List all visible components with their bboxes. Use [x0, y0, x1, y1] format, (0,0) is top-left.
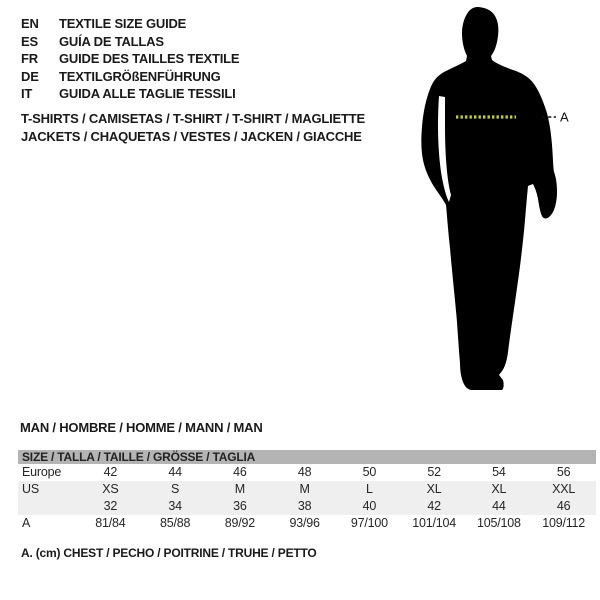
table-row-europe	[18, 464, 596, 481]
size-cell: XS	[102, 482, 119, 496]
size-cell: XXL	[552, 482, 576, 496]
language-title-list	[21, 15, 239, 103]
lang-row-en	[21, 15, 239, 33]
category-jackets: JACKETS / CHAQUETAS / VESTES / JACKEN / GIACCHE	[21, 129, 362, 144]
size-cell: 46	[233, 465, 247, 479]
garment-categories	[21, 110, 365, 146]
size-cell: 42	[427, 499, 441, 513]
lang-code: EN	[21, 16, 39, 31]
size-cell: 38	[297, 499, 312, 513]
size-cell: 52	[427, 465, 441, 479]
size-cell: 109/112	[542, 516, 586, 530]
size-cell: 32	[103, 499, 118, 513]
category-tshirts: T-SHIRTS / CAMISETAS / T-SHIRT / T-SHIRT / MAGLIETTE	[21, 111, 365, 126]
size-cell: 97/100	[350, 516, 388, 530]
size-cell: S	[171, 482, 180, 496]
size-cell: L	[365, 482, 373, 496]
lang-code: FR	[21, 51, 38, 66]
size-cell: 44	[168, 465, 182, 479]
size-cell: M	[299, 482, 310, 496]
size-cell: M	[234, 482, 245, 496]
row-label: US	[22, 482, 39, 496]
lang-title: GUIDE DES TAILLES TEXTILE	[59, 51, 240, 66]
table-row-numeric	[18, 498, 596, 515]
size-table-header: SIZE / TALLA / TAILLE / GRÖSSE / TAGLIA	[18, 450, 596, 464]
size-cell: 85/88	[159, 516, 191, 530]
lang-title: GUÍA DE TALLAS	[59, 33, 164, 49]
man-figure	[400, 0, 600, 400]
size-cell: 40	[362, 499, 377, 513]
lang-row-es	[21, 33, 239, 51]
size-table	[18, 450, 596, 532]
row-label: A	[22, 516, 31, 530]
size-cell: 54	[492, 465, 506, 479]
lang-row-de	[21, 68, 239, 86]
lang-row-it	[21, 85, 239, 103]
size-cell: 93/96	[289, 516, 320, 530]
row-label	[18, 498, 78, 515]
lang-code: DE	[21, 68, 39, 84]
lang-title: TEXTILGRÖßENFÜHRUNG	[59, 68, 221, 84]
measure-label-a: A	[560, 109, 569, 125]
table-row-us	[18, 481, 596, 498]
section-title-man: MAN / HOMBRE / HOMME / MANN / MAN	[20, 420, 263, 435]
lang-row-fr	[21, 50, 239, 68]
size-cell: 101/104	[412, 516, 457, 530]
size-cell: 48	[297, 465, 312, 479]
size-cell: 46	[556, 499, 571, 513]
size-cell: XL	[426, 482, 442, 496]
size-cell: 44	[492, 499, 506, 513]
size-cell: 81/84	[95, 516, 126, 530]
row-label: Europe	[22, 465, 62, 479]
lang-title: TEXTILE SIZE GUIDE	[59, 16, 187, 31]
size-cell: 36	[233, 499, 247, 513]
lang-code: IT	[21, 86, 33, 101]
size-cell: 56	[556, 465, 571, 479]
size-cell: 105/108	[476, 516, 521, 530]
table-row-chest-a	[18, 515, 596, 532]
man-silhouette	[421, 7, 557, 390]
size-cell: 89/92	[224, 516, 256, 530]
size-cell: XL	[491, 482, 507, 496]
size-cell: 34	[168, 499, 182, 513]
size-cell: 50	[362, 465, 377, 479]
lang-code: ES	[21, 33, 38, 49]
lang-title: GUIDA ALLE TAGLIE TESSILI	[59, 86, 236, 101]
measurement-footnote: A. (cm) CHEST / PECHO / POITRINE / TRUHE / PETTO	[21, 546, 317, 560]
size-cell: 42	[103, 465, 118, 479]
